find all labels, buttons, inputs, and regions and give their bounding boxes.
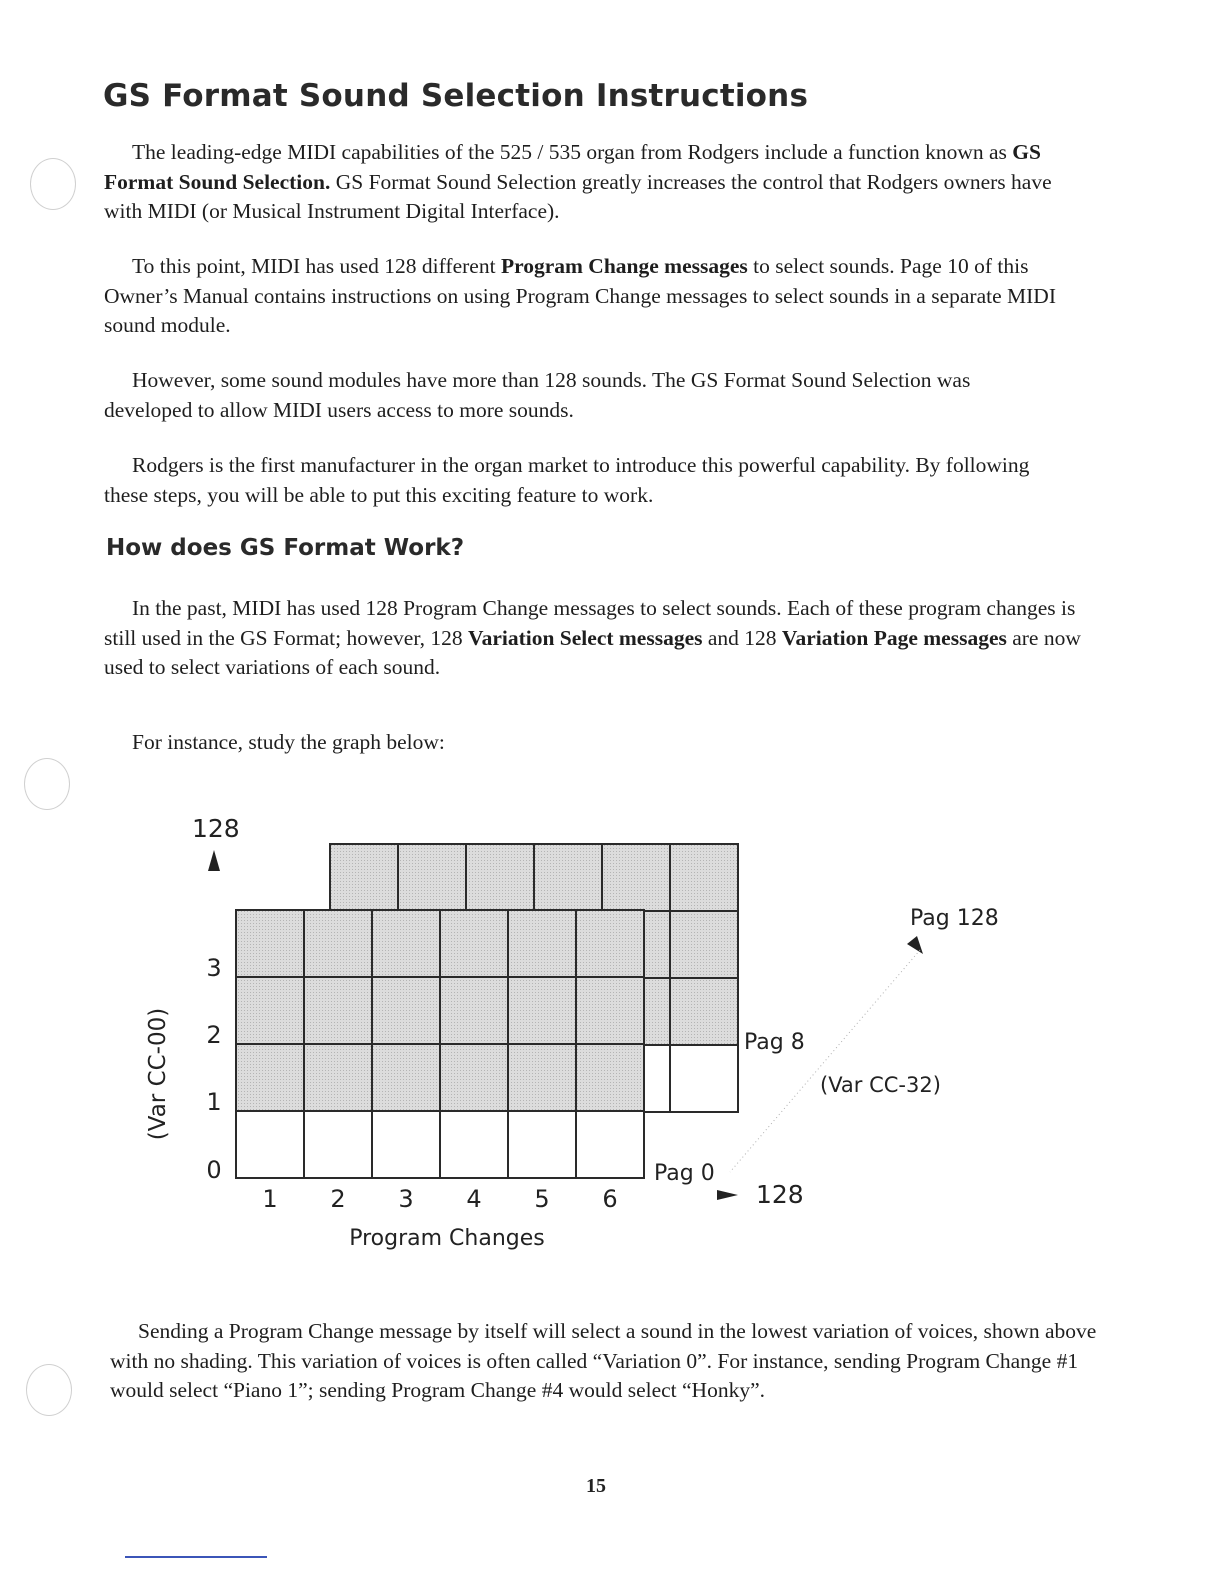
intro-paragraph: The leading-edge MIDI capabilities of the 525 / 535 organ from Rodgers include a function known as GS Format Sound Selection. GS Format Sound Selection greatly increases the control that Rodgers owners have with MIDI (or Musical Instrument Digital Interface). <box>104 140 1052 223</box>
sound-modules-paragraph: However, some sound modules have more than 128 sounds. The GS Format Sound Selection was developed to allow MIDI users access to more sounds. <box>104 368 971 422</box>
x-tick-5: 5 <box>534 1185 550 1213</box>
x-axis-end-label: 128 <box>756 1180 804 1209</box>
page-0-grid <box>236 910 644 1178</box>
gs-format-paragraph: In the past, MIDI has used 128 Program Change messages to select sounds. Each of these program changes is still used in the GS Format; however, 128 Variation Select messages and 128 Variation Page messages are now used to select variations of each sound. <box>104 596 1081 679</box>
x-tick-2: 2 <box>330 1185 346 1213</box>
x-tick-4: 4 <box>466 1185 482 1213</box>
page-128-label: Pag 128 <box>910 906 999 931</box>
page-axis-label: (Var CC-32) <box>820 1073 941 1097</box>
graph-intro-text: For instance, study the graph below: <box>132 730 445 754</box>
page-title: GS Format Sound Selection Instructions <box>103 78 809 114</box>
page-8-label: Pag 8 <box>744 1030 805 1055</box>
page-0-label: Pag 0 <box>654 1161 715 1186</box>
y-axis-top-label: 128 <box>192 814 240 843</box>
binder-hole-middle <box>24 758 70 810</box>
binder-hole-top <box>30 158 76 210</box>
variation-zero-paragraph: Sending a Program Change message by itself will select a sound in the lowest variation of voices, shown above with no shading. This variation of voices is often called “Variation 0”. For instance, sending Program Change #1 would select “Piano 1”; sending Program Change #4 would select “Honky”. <box>110 1319 1097 1402</box>
x-axis-arrow-icon <box>717 1190 738 1200</box>
rodgers-first-paragraph: Rodgers is the first manufacturer in the organ market to introduce this powerful capability. By following these steps, you will be able to put this exciting feature to work. <box>104 453 1030 507</box>
footer-rule <box>125 1556 267 1558</box>
page-axis-arrow-icon <box>907 936 923 954</box>
y-tick-3: 3 <box>206 954 222 982</box>
y-axis-label: (Var CC-00) <box>145 1007 171 1141</box>
x-axis-label: Program Changes <box>349 1226 545 1251</box>
y-tick-2: 2 <box>206 1021 222 1049</box>
y-tick-1: 1 <box>206 1088 222 1116</box>
x-tick-6: 6 <box>602 1185 618 1213</box>
y-tick-0: 0 <box>206 1156 222 1184</box>
x-tick-3: 3 <box>398 1185 414 1213</box>
page-number: 15 <box>586 1475 606 1497</box>
program-change-paragraph: To this point, MIDI has used 128 different Program Change messages to select sounds. Page 10 of this Owner’s Manual contains instructions on using Program Change messages to select sounds in a separate MIDI sound module. <box>104 254 1056 337</box>
x-tick-1: 1 <box>262 1185 278 1213</box>
y-axis-arrow-icon <box>208 850 220 871</box>
page-axis-line <box>730 950 920 1172</box>
section-heading: How does GS Format Work? <box>106 535 465 561</box>
gs-variation-diagram <box>130 800 1030 1260</box>
binder-hole-bottom <box>26 1364 72 1416</box>
